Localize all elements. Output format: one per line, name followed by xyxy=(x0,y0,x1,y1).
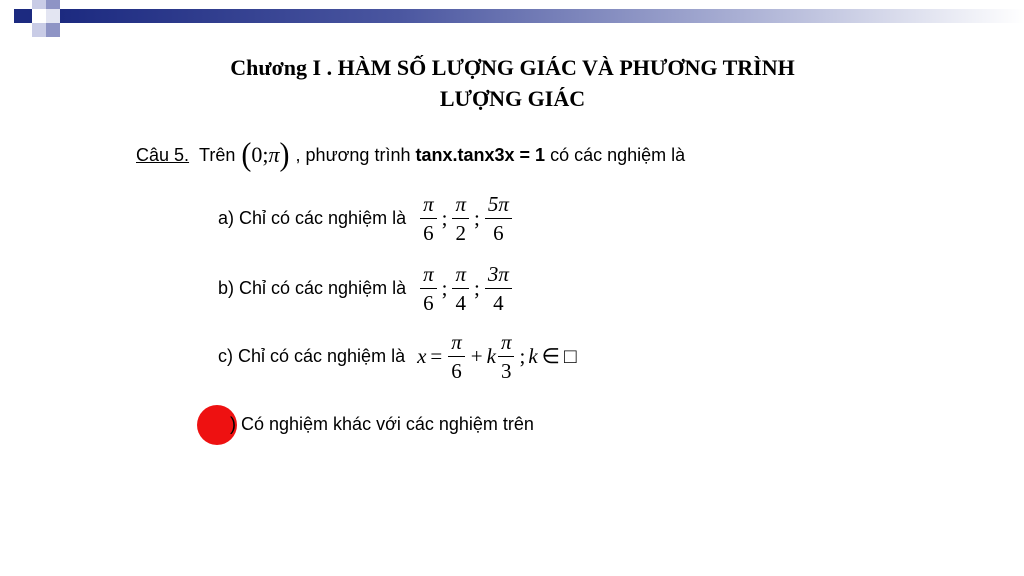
option-a-text: a) Chỉ có các nghiệm là xyxy=(218,208,407,228)
separator: ; xyxy=(441,276,448,300)
fraction-denominator: 3 xyxy=(500,359,512,383)
variable-x: x xyxy=(417,344,427,368)
element-of-sign: ∈ xyxy=(541,344,560,368)
option-a[interactable] xyxy=(218,192,514,245)
plus-sign: + xyxy=(470,344,483,368)
option-c-text: c) Chỉ có các nghiệm là xyxy=(218,346,406,366)
title-line-1: Chương I . HÀM SỐ LƯỢNG GIÁC VÀ PHƯƠNG TRÌNH xyxy=(230,55,795,80)
separator: ; xyxy=(474,276,480,300)
header-square xyxy=(46,23,60,37)
integer-set-glyph: □ xyxy=(563,344,577,368)
fraction xyxy=(420,262,437,315)
separator: ; xyxy=(474,206,480,230)
fraction xyxy=(485,192,512,245)
question-label: Câu 5. xyxy=(136,144,190,165)
fraction-denominator: 6 xyxy=(423,291,434,315)
interval xyxy=(241,136,290,173)
fraction-numerator: π xyxy=(498,330,515,357)
slide-title xyxy=(150,52,875,114)
fraction xyxy=(448,330,465,383)
interval-close: ) xyxy=(279,136,290,173)
fraction xyxy=(452,262,469,315)
separator: ; xyxy=(441,206,448,230)
question-equation: tanx.tanx3x = 1 xyxy=(415,144,546,165)
fraction-numerator: 3π xyxy=(485,262,512,289)
question-prefix: Trên xyxy=(199,144,236,165)
fraction xyxy=(485,262,512,315)
fraction-denominator: 6 xyxy=(493,221,504,245)
fraction-denominator: 4 xyxy=(493,291,504,315)
variable-k: k xyxy=(528,344,538,368)
fraction-numerator: 5π xyxy=(485,192,512,219)
header-gradient-bar xyxy=(60,9,1024,23)
interval-a: 0; xyxy=(251,142,269,167)
option-d-text: ) Có nghiệm khác với các nghiệm trên xyxy=(230,414,534,434)
fraction xyxy=(420,192,437,245)
option-c[interactable] xyxy=(218,330,577,383)
interval-b: π xyxy=(268,142,280,167)
equals-sign: = xyxy=(430,344,443,368)
header-square xyxy=(32,0,46,9)
option-d[interactable] xyxy=(230,414,534,435)
fraction xyxy=(498,330,515,383)
fraction-denominator: 2 xyxy=(455,221,466,245)
option-c-math xyxy=(417,330,577,383)
question-middle: , phương trình xyxy=(295,144,411,165)
fraction-numerator: π xyxy=(452,192,469,219)
title-line-2: LƯỢNG GIÁC xyxy=(439,86,586,111)
question xyxy=(136,136,686,173)
interval-open: ( xyxy=(241,136,252,173)
option-a-math xyxy=(418,192,514,245)
header-square xyxy=(32,23,46,37)
fraction-numerator: π xyxy=(420,192,437,219)
fraction-denominator: 4 xyxy=(455,291,466,315)
option-b-math xyxy=(418,262,514,315)
fraction-denominator: 6 xyxy=(451,359,462,383)
header-square xyxy=(46,9,60,23)
fraction-numerator: π xyxy=(452,262,469,289)
fraction xyxy=(452,192,469,245)
header-square xyxy=(46,0,60,9)
option-b-text: b) Chỉ có các nghiệm là xyxy=(218,278,407,298)
fraction-numerator: π xyxy=(420,262,437,289)
option-b[interactable] xyxy=(218,262,514,315)
fraction-denominator: 6 xyxy=(423,221,434,245)
header-square xyxy=(14,9,32,23)
question-suffix: có các nghiệm là xyxy=(550,144,686,165)
variable-k: k xyxy=(486,344,496,368)
fraction-numerator: π xyxy=(448,330,465,357)
separator: ; xyxy=(519,344,526,368)
